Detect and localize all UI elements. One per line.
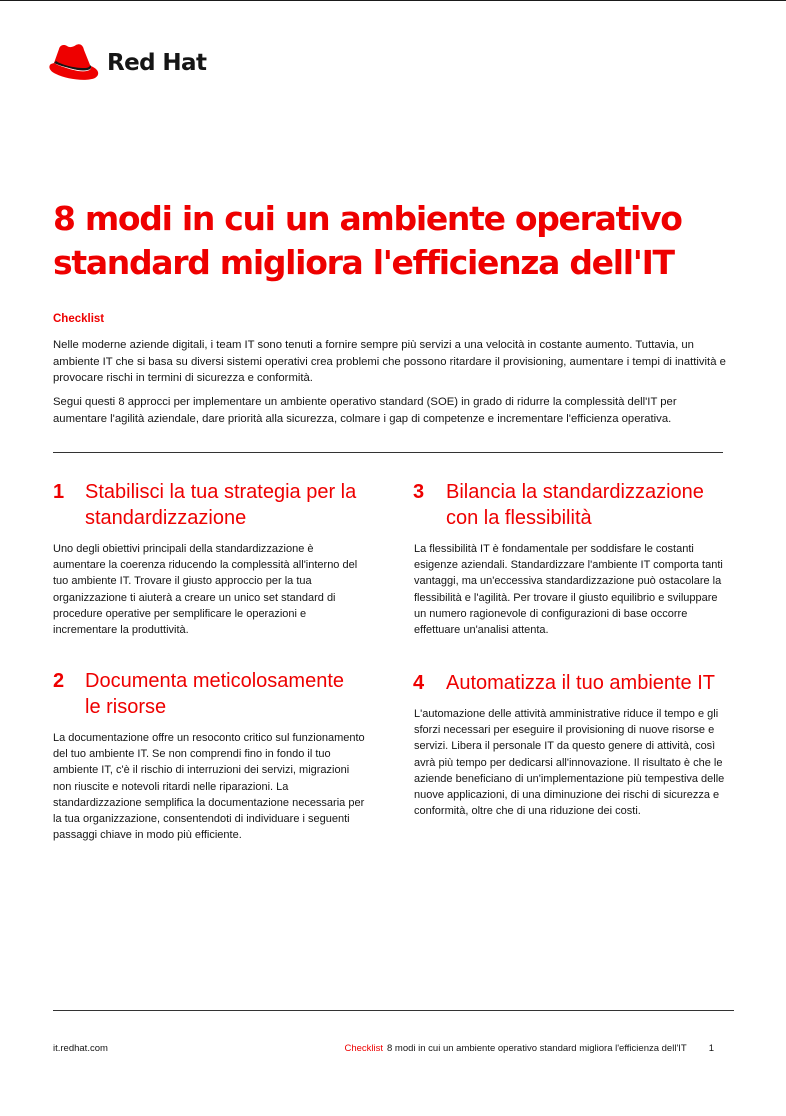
section-heading-2: Documenta meticolosamente le risorse xyxy=(85,670,345,718)
section-number-2: 2 xyxy=(53,670,65,692)
section-heading-3: Bilancia la standardizzazione con la flessibilità xyxy=(446,481,704,529)
footer-url[interactable]: it.redhat.com xyxy=(53,1043,108,1054)
section-heading-4: Automatizza il tuo ambiente IT xyxy=(446,672,716,694)
section-body-1: Uno degli obiettivi principali della standardizzazione è aumentare la coerenza riducendo la complessità all'interno del tuo ambiente IT. Trovare il giusto approccio per la tua organizzazione ti aiuterà a creare un unico set standard di procedure operative per semplificare le operazioni e incrementare la produttività. xyxy=(53,543,358,637)
section-number-4: 4 xyxy=(413,672,425,694)
footer-doc-type: Checklist xyxy=(344,1043,383,1054)
page-number: 1 xyxy=(708,1043,714,1054)
intro-paragraph-1: Nelle moderne aziende digitali, i team IT sono tenuti a fornire sempre più servizi a una velocità in costante aumento. Tuttavia, un ambiente IT che si basa su diversi sistemi operativi crea problemi che possono ritardare il provisioning, aumentare i tempi di inattività e provocare rischi in termini di sicurezza e conformità. xyxy=(53,339,726,384)
red-hat-logo[interactable] xyxy=(48,44,206,82)
section-heading-1: Stabilisci la tua strategia per la standardizzazione xyxy=(85,481,357,529)
brand-name: Red Hat xyxy=(107,50,207,76)
footer-info xyxy=(344,1043,714,1054)
section-body-3: La flessibilità IT è fondamentale per soddisfare le costanti esigenze aziendali. Standardizzare l'ambiente IT comporta tanti vantaggi, ma un'eccessiva standardizzazione può ostacolare la flessibilità e l'agilità. Per trovare il giusto equilibrio e sviluppare un numero ragionevole di configurazioni di base occorre effettuare un'analisi attenta. xyxy=(414,543,723,637)
red-hat-icon xyxy=(48,44,100,82)
page-title: 8 modi in cui un ambiente operativo standard migliora l'efficienza dell'IT xyxy=(53,199,682,282)
footer-title: 8 modi in cui un ambiente operativo standard migliora l'efficienza dell'IT xyxy=(387,1043,687,1054)
section-divider xyxy=(53,452,723,453)
intro-paragraph-2: Segui questi 8 approcci per implementare un ambiente operativo standard (SOE) in grado di ridurre la complessità dell'IT per aumentare l'agilità aziendale, dare priorità alla sicurezza, colmare i gap di competenze e incrementare l'efficienza operativa. xyxy=(53,396,677,425)
footer-divider xyxy=(53,1010,734,1011)
top-border xyxy=(0,0,786,1)
section-body-2: La documentazione offre un resoconto critico sul funzionamento del tuo ambiente IT. Se non comprendi fino in fondo il tuo ambiente IT, c'è il rischio di interruzioni dei servizi, migrazioni non riuscite e notevoli ritardi nelle riparazioni. La standardizzazione semplifica la documentazione necessaria per la tua organizzazione, consentendoti di individuare i seguenti passaggi chiave in modo più efficiente. xyxy=(53,732,365,842)
document-type-label: Checklist xyxy=(53,313,105,325)
section-number-1: 1 xyxy=(53,481,65,503)
section-number-3: 3 xyxy=(413,481,425,503)
section-body-4: L'automazione delle attività amministrative riduce il tempo e gli sforzi necessari per eseguire il provisioning di nuove risorse e servizi. Libera il personale IT da questo genere di attività, così avrà più tempo per dedicarsi all'innovazione. Il risultato è che le aziende beneficiano di un'implementazione più tempestiva delle nuove applicazioni, di una diminuzione dei rischi di sicurezza e conformità, oltre che di una riduzione dei costi. xyxy=(414,708,725,818)
